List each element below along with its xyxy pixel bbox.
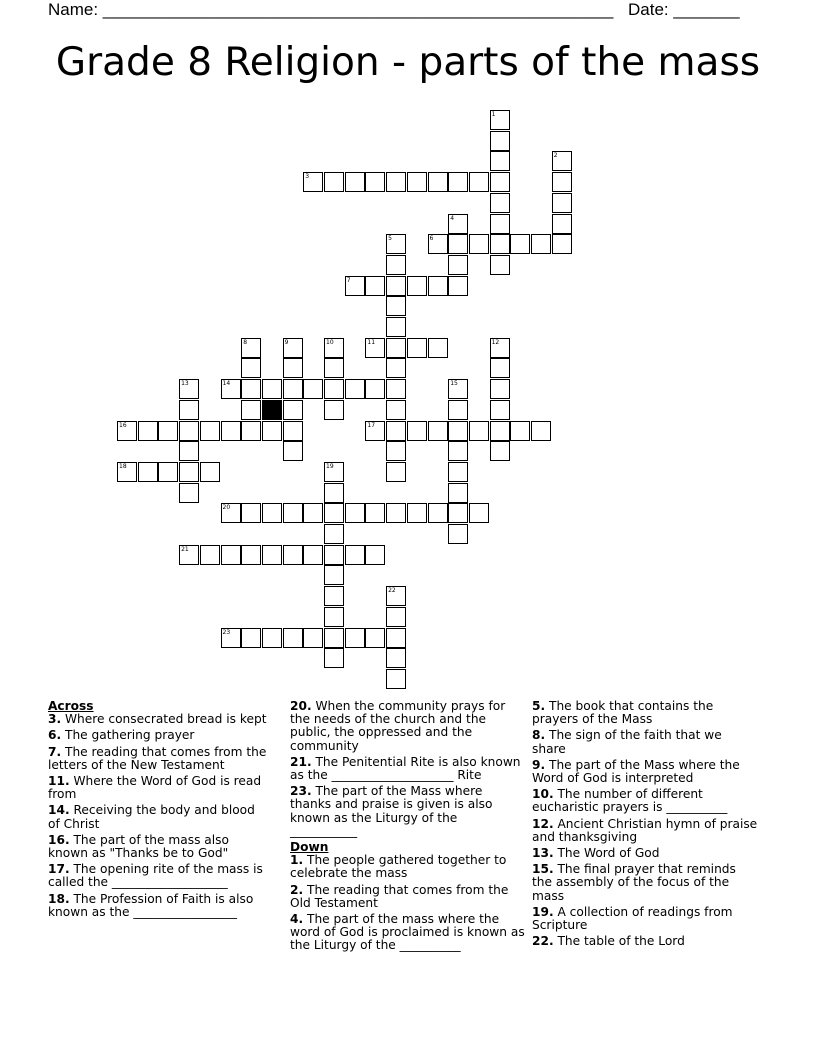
crossword-cell[interactable] [179,545,199,565]
clue-item [48,804,268,830]
crossword-cell[interactable] [283,441,303,461]
crossword-cell[interactable] [469,234,489,254]
crossword-cell[interactable] [179,441,199,461]
crossword-cell[interactable] [386,462,406,482]
clue-item-text: The sign of the faith that we share [532,728,722,756]
clue-item-number: 19. [532,904,554,919]
crossword-cell[interactable] [531,234,551,254]
crossword-cell[interactable] [345,379,365,399]
clue-item [290,756,526,782]
crossword-cell[interactable] [448,524,468,544]
crossword-cell[interactable] [262,628,282,648]
crossword-cell[interactable] [262,379,282,399]
crossword-cell[interactable] [345,503,365,523]
clue-number: 17 [367,421,376,429]
clue-number: 13 [181,380,189,388]
clue-number: 23 [222,628,231,636]
crossword-cell[interactable] [407,338,427,358]
crossword-cell[interactable] [283,503,303,523]
crossword-cell[interactable] [345,628,365,648]
crossword-cell[interactable] [448,172,468,192]
crossword-cell[interactable] [386,669,406,689]
crossword-cell[interactable] [324,462,344,482]
clue-item-number: 2. [290,882,304,897]
crossword-cell[interactable] [386,441,406,461]
crossword-cell[interactable] [324,586,344,606]
clue-number: 12 [491,338,500,346]
crossword-cell[interactable] [386,296,406,316]
crossword-cell[interactable] [386,358,406,378]
crossword-cell[interactable] [324,565,344,585]
crossword-cell[interactable] [386,648,406,668]
crossword-cell[interactable] [448,441,468,461]
clue-item-text: The part of the Mass where the Word of God is interpreted [532,757,740,786]
crossword-cell[interactable] [241,338,261,358]
crossword-cell[interactable] [365,503,385,523]
clue-item-number: 22. [532,934,554,949]
crossword-cell[interactable] [324,628,344,648]
crossword-cell[interactable] [490,421,510,441]
crossword-cell[interactable] [469,172,489,192]
crossword-cell[interactable] [448,503,468,523]
crossword-cell[interactable] [490,255,510,275]
crossword-cell[interactable] [386,276,406,296]
crossword-cell[interactable] [510,421,530,441]
crossword-cell[interactable] [428,503,448,523]
crossword-cell[interactable] [241,400,261,420]
crossword-cell[interactable] [221,421,241,441]
crossword-cell[interactable] [241,545,261,565]
clue-number: 14 [222,380,231,388]
clue-item [48,775,268,801]
crossword-cell[interactable] [324,379,344,399]
clue-item [48,729,268,742]
clue-number: 1 [491,111,496,118]
crossword-cell[interactable] [117,462,137,482]
clue-item-text: Where consecrated bread is kept [65,712,267,727]
crossword-cell[interactable] [158,462,178,482]
crossword-cell[interactable] [241,358,261,378]
crossword-cell[interactable] [303,379,323,399]
clue-item-text: The Profession of Faith is also known as the _________________ [48,891,254,919]
across-heading: Across [48,699,94,713]
crossword-cell[interactable] [221,628,241,648]
clue-item-text: The part of the mass also known as "Thanks be to God" [48,832,229,861]
crossword-cell[interactable] [324,545,344,565]
crossword-cell[interactable] [158,421,178,441]
crossword-cell[interactable] [345,545,365,565]
crossword-cell[interactable] [221,379,241,399]
clue-number: 5 [388,235,392,243]
crossword-cell[interactable] [386,338,406,358]
crossword-cell[interactable] [490,172,510,192]
crossword-cell[interactable] [117,421,137,441]
crossword-cell[interactable] [324,172,344,192]
crossword-cell[interactable] [407,276,427,296]
crossword-cell[interactable] [386,255,406,275]
crossword-cell[interactable] [490,441,510,461]
clue-item-text: The reading that comes from the letters of the New Testament [48,744,267,772]
crossword-cell[interactable] [510,234,530,254]
down-heading: Down [290,840,329,855]
crossword-cell[interactable] [490,234,510,254]
clue-item-text: The book that contains the prayers of the Mass [532,699,714,727]
crossword-cell[interactable] [303,545,323,565]
crossword-cell[interactable] [179,379,199,399]
clue-item-number: 12. [532,816,554,831]
clue-item-text: Receiving the body and blood of Christ [48,803,255,831]
crossword-cell[interactable] [324,483,344,503]
clue-number: 11 [367,338,376,346]
crossword-cell[interactable] [283,421,303,441]
clue-item-number: 21. [290,754,312,769]
crossword-cell[interactable] [241,628,261,648]
crossword-cell[interactable] [365,545,385,565]
clue-number: 20 [222,504,231,512]
clue-number: 16 [119,421,127,429]
clue-item-text: The part of the mass where the word of God is proclaimed is known as the Liturgy of the __________ [290,912,525,953]
crossword-black-cell [262,400,282,420]
crossword-cell[interactable] [407,172,427,192]
crossword-cell[interactable] [283,545,303,565]
crossword-cell[interactable] [262,545,282,565]
clue-item [532,788,758,814]
crossword-cell[interactable] [179,483,199,503]
crossword-cell[interactable] [303,628,323,648]
clue-item [290,785,526,838]
crossword-cell[interactable] [221,545,241,565]
crossword-cell[interactable] [303,503,323,523]
crossword-cell[interactable] [386,586,406,606]
clue-item-number: 16. [48,832,70,847]
crossword-cell[interactable] [428,338,448,358]
crossword-cell[interactable] [179,400,199,420]
clue-item-number: 8. [532,728,546,743]
crossword-cell[interactable] [324,503,344,523]
clue-item-number: 4. [290,912,304,927]
clue-item-number: 11. [48,774,70,789]
clue-item-number: 18. [48,891,70,906]
crossword-cell[interactable] [490,193,510,213]
clue-item-text: When the community prays for the needs of the church and the public, the oppressed and the community [290,699,506,753]
crossword-cell[interactable] [428,276,448,296]
crossword-cell[interactable] [552,151,572,171]
clue-item-number: 23. [290,784,312,799]
crossword-cell[interactable] [324,524,344,544]
crossword-cell[interactable] [490,358,510,378]
clue-item [48,893,268,919]
clue-number: 3 [305,173,310,181]
clue-number: 9 [284,338,289,346]
crossword-cell[interactable] [386,400,406,420]
clue-item [48,746,268,772]
crossword-cell[interactable] [448,462,468,482]
clue-item-number: 7. [48,744,62,759]
crossword-cell[interactable] [552,214,572,234]
clue-item-number: 5. [532,699,546,713]
clue-item [290,700,526,753]
clue-item-number: 6. [48,728,62,743]
clue-item [532,818,758,844]
crossword-cell[interactable] [448,276,468,296]
crossword-cell[interactable] [448,379,468,399]
crossword-cell[interactable] [138,462,158,482]
clue-item-text: The final prayer that reminds the assembly of the focus of the mass [532,862,736,903]
clue-number: 4 [450,214,455,222]
clue-item-text: Where the Word of God is read from [48,774,262,802]
crossword-cell[interactable] [345,172,365,192]
crossword-cell[interactable] [448,483,468,503]
crossword-cell[interactable] [221,503,241,523]
clue-column-3 [532,700,758,951]
crossword-cell[interactable] [324,607,344,627]
crossword-cell[interactable] [490,379,510,399]
crossword-cell[interactable] [428,172,448,192]
clue-item [532,729,758,755]
crossword-cell[interactable] [365,379,385,399]
clue-number: 10 [326,338,334,346]
crossword-cell[interactable] [490,131,510,151]
clue-item [290,913,526,953]
clue-item [532,759,758,785]
crossword-cell[interactable] [324,648,344,668]
clue-number: 2 [553,152,558,160]
clue-item [48,713,268,726]
crossword-cell[interactable] [365,172,385,192]
clue-item-text: The table of the Lord [557,934,685,949]
crossword-cell[interactable] [324,400,344,420]
crossword-cell[interactable] [283,628,303,648]
clue-item-number: 17. [48,862,70,877]
clue-item-number: 10. [532,787,554,802]
crossword-cell[interactable] [407,503,427,523]
clue-number: 6 [429,235,434,243]
clue-item-number: 3. [48,712,62,727]
crossword-cell[interactable] [552,193,572,213]
crossword-cell[interactable] [345,276,365,296]
clue-item-number: 15. [532,862,554,877]
clue-item [48,863,268,889]
clue-item-text: The gathering prayer [65,728,195,743]
crossword-cell[interactable] [241,503,261,523]
crossword-cell[interactable] [469,503,489,523]
crossword-cell[interactable] [428,421,448,441]
clue-item-number: 20. [290,699,312,713]
crossword-cell[interactable] [490,214,510,234]
crossword-cell[interactable] [490,151,510,171]
crossword-cell[interactable] [262,503,282,523]
crossword-cell[interactable] [386,317,406,337]
crossword-cell[interactable] [283,358,303,378]
crossword-cell[interactable] [490,338,510,358]
crossword-cell[interactable] [386,172,406,192]
clue-item [532,700,758,726]
name-field-label: Name: ______________________________________________________ [48,0,614,19]
crossword-cell[interactable] [386,421,406,441]
clue-item [48,834,268,860]
crossword-cell[interactable] [428,234,448,254]
clue-item [532,863,758,903]
clue-number: 7 [346,276,351,284]
crossword-cell[interactable] [365,276,385,296]
crossword-cell[interactable] [407,421,427,441]
clue-item-text: The Word of God [557,846,660,861]
crossword-cell[interactable] [200,545,220,565]
clue-item [290,884,526,910]
page-title: Grade 8 Religion - parts of the mass [55,40,761,85]
crossword-cell[interactable] [365,628,385,648]
clue-item [532,906,758,932]
crossword-cell[interactable] [138,421,158,441]
crossword-cell[interactable] [386,503,406,523]
crossword-cell[interactable] [386,607,406,627]
date-field-label: Date: _______ [628,0,740,19]
clue-item [290,854,526,880]
crossword-cell[interactable] [200,421,220,441]
crossword-cell[interactable] [552,172,572,192]
crossword-cell[interactable] [241,379,261,399]
crossword-cell[interactable] [531,421,551,441]
crossword-cell[interactable] [200,462,220,482]
crossword-cell[interactable] [448,234,468,254]
crossword-cell[interactable] [448,255,468,275]
clue-item-text: The part of the Mass where thanks and praise is given is also known as the Liturgy of the ___________ [290,784,493,838]
clue-item-number: 1. [290,853,304,868]
clue-number: 15 [450,380,458,388]
clue-column-1 [48,700,268,922]
crossword-cell[interactable] [365,338,385,358]
clue-item-text: The number of different eucharistic prayers is __________ [532,787,728,815]
clue-number: 21 [181,545,189,553]
clue-item-number: 14. [48,803,70,818]
crossword-cell[interactable] [552,234,572,254]
crossword-cell[interactable] [303,172,323,192]
crossword-cell[interactable] [386,379,406,399]
crossword-cell[interactable] [448,214,468,234]
crossword-cell[interactable] [386,628,406,648]
clue-number: 22 [388,587,396,595]
clue-number: 19 [326,462,334,470]
clue-item-number: 13. [532,846,554,861]
clue-number: 18 [119,462,127,470]
clue-item-text: The opening rite of the mass is called the ___________________ [48,862,263,890]
crossword-cell[interactable] [324,338,344,358]
crossword-cell[interactable] [179,421,199,441]
crossword-cell[interactable] [490,400,510,420]
clue-item [532,847,758,860]
crossword-cell[interactable] [283,338,303,358]
crossword-cell[interactable] [386,234,406,254]
clue-item-text: Ancient Christian hymn of praise and thanksgiving [532,816,758,844]
crossword-cell[interactable] [283,400,303,420]
clue-item-text: A collection of readings from Scripture [532,904,733,933]
clue-item-text: The Penitential Rite is also known as the ____________________ Rite [290,754,521,783]
crossword-cell[interactable] [241,421,261,441]
crossword-cell[interactable] [448,421,468,441]
clue-item-text: The people gathered together to celebrate the mass [290,853,507,881]
crossword-cell[interactable] [283,379,303,399]
clue-number: 8 [243,338,248,346]
clue-item-text: The reading that comes from the Old Testament [290,882,509,910]
crossword-cell[interactable] [469,421,489,441]
crossword-cell[interactable] [448,400,468,420]
crossword-cell[interactable] [179,462,199,482]
crossword-cell[interactable] [490,110,510,130]
crossword-cell[interactable] [365,421,385,441]
clue-column-2 [290,700,526,956]
crossword-cell[interactable] [262,421,282,441]
clue-item [532,935,758,948]
clue-item-number: 9. [532,757,546,772]
crossword-cell[interactable] [324,358,344,378]
